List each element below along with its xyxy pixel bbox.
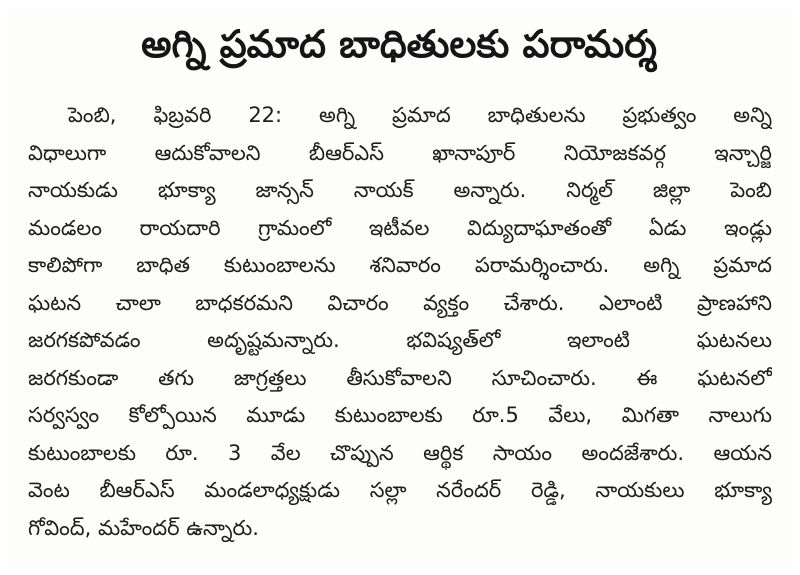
- body-line-2: విధాలుగా ఆదుకోవాలని బీఆర్ఎస్ ఖానాపూర్ నియోజకవర్గ ఇన్చార్జి: [28, 140, 772, 165]
- body-line-7: జరగకపోవడం అదృష్టమన్నారు. భవిష్యత్‌లో ఇలాంటి ఘటనలు: [28, 328, 772, 352]
- body-line-12: గోవింద్, మహేందర్ ఉన్నారు.: [28, 515, 259, 540]
- news-clipping: [6, 6, 792, 567]
- body-line-11: వెంట బీఆర్ఎస్ మండలాధ్యక్షుడు సల్లా నరేందర్ రెడ్డి, నాయకులు భూక్యా: [28, 478, 772, 502]
- body-line-9: సర్వస్వం కోల్పోయిన మూడు కుటుంబాలకు రూ.5 వేలు, మిగతా నాలుగు: [28, 403, 772, 427]
- body-line-5: కాలిపోగా బాధిత కుటుంబాలను శనివారం పరామర్శించారు. అగ్ని ప్రమాద: [28, 253, 772, 277]
- body-line-1: పెంబి, ఫిబ్రవరి 22: అగ్ని ప్రమాద బాధితులను ప్రభుత్వం అన్ని: [68, 103, 772, 127]
- body-line-4: మండలం రాయదారి గ్రామంలో ఇటీవల విద్యుదాఘాతంతో ఏడు ఇండ్లు: [28, 215, 772, 240]
- body-line-8: జరగకుండా తగు జాగ్రత్తలు తీసుకోవాలని సూచించారు. ఈ ఘటనలో: [28, 365, 772, 390]
- body-line-6: ఘటన చాలా బాధకరమని విచారం వ్యక్తం చేశారు. ఎలాంటి ప్రాణహాని: [28, 290, 772, 315]
- body-line-10: కుటుంబాలకు రూ. 3 వేల చొప్పున ఆర్థిక సాయం అందజేశారు. ఆయన: [28, 440, 772, 465]
- article-body: [28, 97, 772, 547]
- headline: అగ్ని ప్రమాద బాధితులకు పరామర్శ: [141, 22, 657, 66]
- body-line-3: నాయకుడు భూక్యా జాన్సన్ నాయక్ అన్నారు. నిర్మల్ జిల్లా పెంబి: [28, 178, 772, 202]
